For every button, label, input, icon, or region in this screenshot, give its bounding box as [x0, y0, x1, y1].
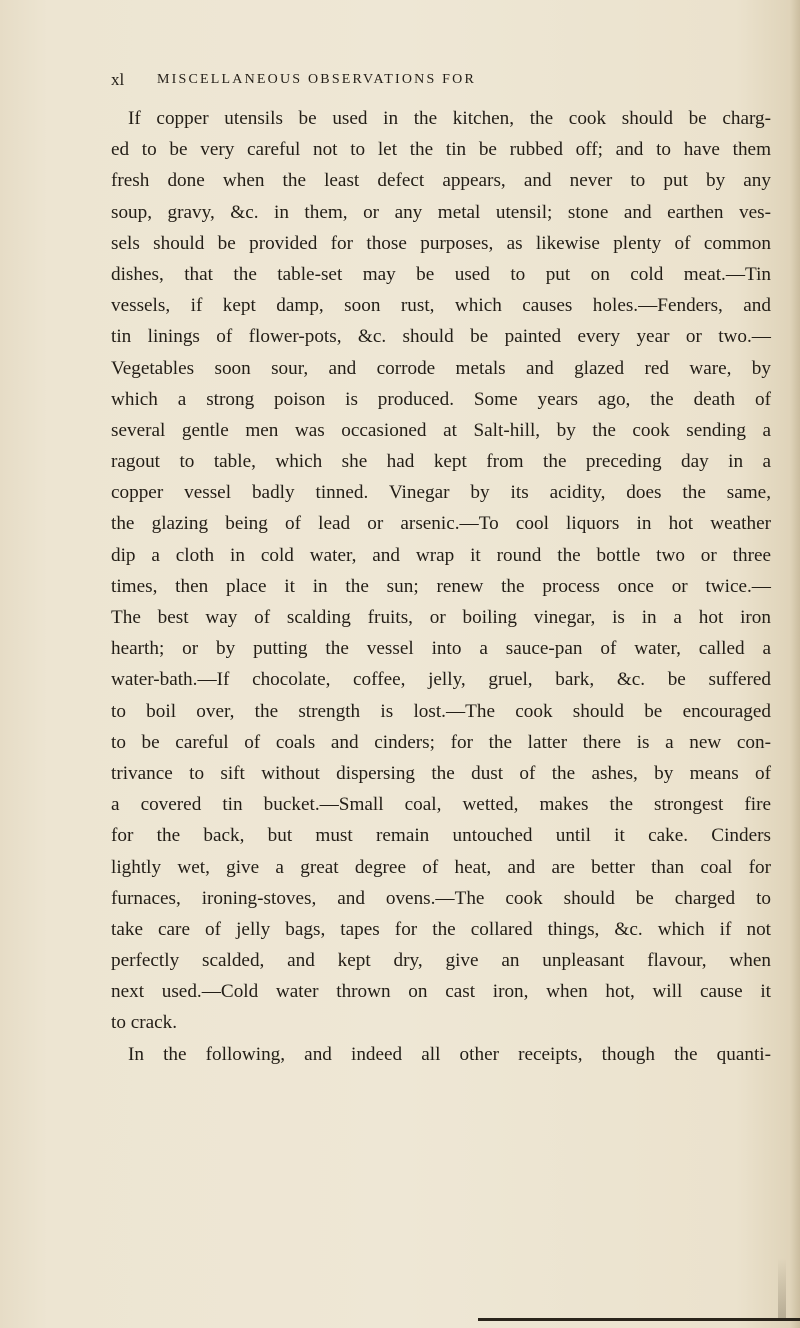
- text-line: the glazing being of lead or arsenic.—To cool liquors in hot weather: [111, 513, 771, 535]
- text-line: furnaces, ironing-stoves, and ovens.—The cook should be charged to: [111, 887, 771, 909]
- running-head: MISCELLANEOUS OBSERVATIONS FOR: [157, 72, 476, 87]
- page-edge-shadow: [790, 0, 800, 1328]
- body-text: [111, 103, 771, 1070]
- text-line: several gentle men was occasioned at Salt-hill, by the cook sending a: [111, 419, 771, 441]
- text-line: next used.—Cold water thrown on cast iron, when hot, will cause it: [111, 981, 771, 1003]
- text-line: sels should be provided for those purposes, as likewise plenty of common: [111, 232, 771, 254]
- text-line: copper vessel badly tinned. Vinegar by its acidity, does the same,: [111, 482, 771, 504]
- text-line: fresh done when the least defect appears, and never to put by any: [111, 170, 771, 192]
- text-line: lightly wet, give a great degree of heat, and are better than coal for: [111, 856, 771, 878]
- text-line: dip a cloth in cold water, and wrap it round the bottle two or three: [111, 544, 771, 566]
- text-line: take care of jelly bags, tapes for the collared things, &c. which if not: [111, 918, 771, 940]
- text-line: perfectly scalded, and kept dry, give an unpleasant flavour, when: [111, 950, 771, 972]
- text-line: which a strong poison is produced. Some years ago, the death of: [111, 388, 771, 410]
- text-line: soup, gravy, &c. in them, or any metal utensil; stone and earthen ves-: [111, 201, 771, 223]
- text-line: In the following, and indeed all other receipts, though the quanti-: [128, 1043, 771, 1065]
- text-line: tin linings of flower-pots, &c. should be painted every year or two.—: [111, 326, 771, 348]
- bottom-rule: [478, 1318, 800, 1321]
- text-line: to crack.: [111, 1012, 178, 1034]
- text-line: ragout to table, which she had kept from the preceding day in a: [111, 451, 771, 473]
- text-line: to be careful of coals and cinders; for the latter there is a new con-: [111, 731, 771, 753]
- page-corner-shading: [778, 1258, 786, 1318]
- page-number: xl: [111, 70, 125, 89]
- text-line: dishes, that the table-set may be used to put on cold meat.—Tin: [111, 263, 771, 285]
- page-header: [111, 70, 731, 92]
- text-line: The best way of scalding fruits, or boiling vinegar, is in a hot iron: [111, 607, 771, 628]
- text-line: Vegetables soon sour, and corrode metals and glazed red ware, by: [111, 357, 771, 379]
- text-line: hearth; or by putting the vessel into a sauce-pan of water, called a: [111, 638, 771, 660]
- text-line: ed to be very careful not to let the tin be rubbed off; and to have them: [111, 139, 771, 161]
- text-line: times, then place it in the sun; renew the process once or twice.—: [111, 575, 771, 597]
- text-line: to boil over, the strength is lost.—The cook should be encouraged: [111, 700, 771, 722]
- text-line: for the back, but must remain untouched until it cake. Cinders: [111, 825, 771, 847]
- text-line: trivance to sift without dispersing the dust of the ashes, by means of: [111, 762, 771, 784]
- text-line: a covered tin bucket.—Small coal, wetted, makes the strongest fire: [111, 794, 771, 816]
- text-line: vessels, if kept damp, soon rust, which causes holes.—Fenders, and: [111, 295, 771, 317]
- text-line: If copper utensils be used in the kitchen, the cook should be charg-: [128, 108, 771, 129]
- text-line: water-bath.—If chocolate, coffee, jelly, gruel, bark, &c. be suffered: [111, 669, 771, 691]
